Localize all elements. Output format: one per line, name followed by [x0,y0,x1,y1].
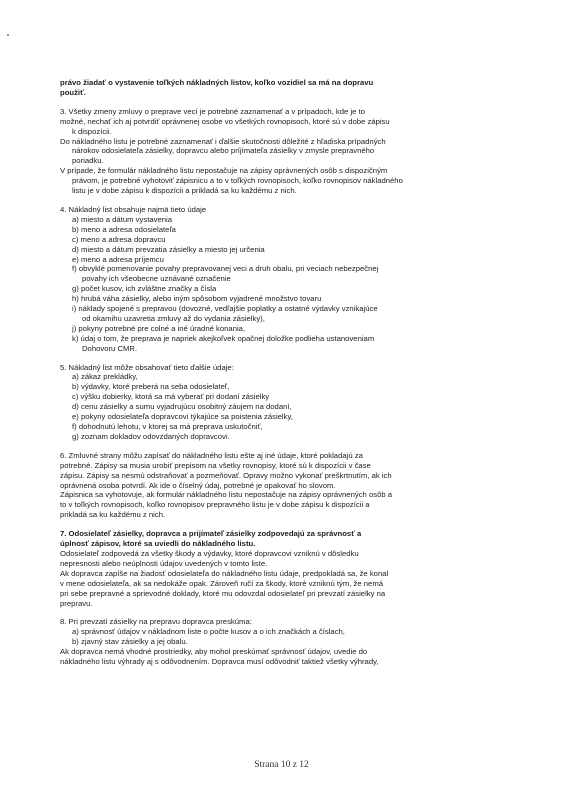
paragraph-line: prepravu. [60,598,93,608]
list-item: povahy ich všeobecne uznávané označenie [82,274,231,284]
page-number: Strana 10 z 12 [254,760,309,770]
paragraph-line: oprávnená osoba potvrdí. Ak ide o číselný údaj, potrebné je opakovať ho slovom. [60,480,336,490]
list-item: j) pokyny potrebné pre colné a iné úradné konania, [72,323,246,333]
list-item: c) výšku dobierky, ktorá sa má vyberať pri dodaní zásielky [72,392,270,402]
section-4 [60,205,516,354]
section-6 [60,451,516,520]
paragraph-line: nákladného listu výhrady aj s odôvodnením. Dopravca musí odôvodniť taktiež všetky výhrady, [60,657,379,667]
intro-line: právo žiadať o vystavenie toľkých nákladných listov, koľko vozidiel sa má na dopravu [60,78,374,87]
document-body [60,78,516,667]
paragraph-line: 6. Zmluvné strany môžu zapísať do nákladného listu ešte aj iné údaje, ktoré pokladajú za [60,450,363,460]
list-item: Dohovoru CMR. [82,343,138,353]
paragraph-line: 3. Všetky zmeny zmluvy o preprave vecí je potrebné zaznamenať a v prípadoch, kde je to [60,106,365,116]
paragraph-line: Ak dopravca zapíše na žiadosť odosielateľa do nákladného listu údaje, predpokladá sa, že konal [60,568,389,578]
paragraph-line: Odosielateľ zodpovedá za všetky škody a výdavky, ktoré dopravcovi vzniknú v dôsledku [60,548,359,558]
paragraph-line: k dispozícii. [72,126,112,136]
list-item: b) výdavky, ktoré preberá na seba odosielateľ, [72,382,230,392]
paragraph-line: Do nákladného listu je potrebné zaznamenať i ďalšie skutočnosti dôležité z hľadiska prípadných [60,136,386,146]
list-item: g) počet kusov, ich zvláštne značky a čísla [72,284,217,294]
list-item: a) zákaz prekládky, [72,372,138,382]
list-item: od okamihu uzavretia zmluvy až do vydania zásielky), [82,313,265,323]
section-8 [60,617,516,667]
section-heading: 5. Nákladný list môže obsahovať tieto ďalšie údaje: [60,362,234,372]
section-heading: 8. Pri prevzatí zásielky na prepravu dopravca preskúma: [60,617,252,627]
list-item: i) náklady spojené s prepravou (dovozné, vedľajšie poplatky a ostatné výdavky vznikajúce [72,304,378,314]
list-item: f) obvyklé pomenovanie povahy prepravovanej veci a druh obalu, pri veciach nebezpečnej [72,264,379,274]
list-item: g) zoznam dokladov odovzdaných dopravcovi. [72,431,230,441]
paragraph-line: listu je v dobe zápisu k dispozícii a prikladá sa ku každému z nich. [72,186,297,196]
paragraph-line: V prípade, že formulár nákladného listu nepostačuje na zápisy oprávnených osôb s dispozičným [60,166,388,176]
paragraph-line: pri sebe prepravné a sprievodné doklady, ktoré mu odovzdal odosielateľ pri prevzatí zásielky na [60,588,386,598]
paragraph-line: v mene odosielateľa, ak sa nedokáže opak. Zároveň ručí za škody, ktoré vzniknú tým, že nemá [60,578,384,588]
paragraph-line: to v toľkých rovnopisoch, koľko rovnopisov prepravného listu je v dobe zápisu k dispozícii a [60,500,370,510]
list-item: b) meno a adresa odosielateľa [72,224,176,234]
section-5 [60,363,516,442]
list-item: a) miesto a dátum vystavenia [72,214,172,224]
paragraph-line: možné, nechať ich aj potvrdiť oprávnenej osobe vo všetkých rovnopisoch, ktoré sú v dobe zápisu [60,116,390,126]
paragraph-line: nepresnosti alebo neúplnosti údajov uvedených v tomto liste. [60,558,268,568]
paragraph-line: potrebné. Zápisy sa musia urobiť prepisom na všetky rovnopisy, ktoré sú k dispozícii v čase [60,460,371,470]
section-heading: úplnosť zápisov, ktoré sa uviedli do nákladného listu. [60,539,256,549]
paragraph-line: právom, je potrebné vyhotoviť zápisnicu a to v toľkých rovnopisoch, koľko rovnopisov nákladného [72,176,403,186]
paragraph-line: nárokov odosielateľa zásielky, dopravcu alebo príjímateľa zásielky v zmysle prepravného [72,146,375,156]
intro-line: použiť. [60,87,86,97]
list-item: k) údaj o tom, že preprava je napriek akejkoľvek opačnej doložke podlieha ustanoveniam [72,333,375,343]
paragraph-line: poriadku. [72,156,104,166]
list-item: c) meno a adresa dopravcu [72,234,166,244]
paragraph-line: prikladá sa ku každému z nich. [60,510,166,520]
list-item: b) zjavný stav zásielky a jej obalu. [72,637,188,647]
section-heading: 4. Nákladný list obsahuje najmä tieto údaje [60,204,207,214]
list-item: e) meno a adresa príjemcu [72,254,164,264]
list-item: d) miesto a dátum prevzatia zásielky a miesto jej určenia [72,244,265,254]
list-item: d) cenu zásielky a sumu vyjadrujúcu osobitný záujem na dodaní, [72,402,292,412]
paragraph-line: zápisu. Zápisy sa nesmú odstraňovať a pozmeňovať. Opravy možno vykonať preškrtnutím, ak ich [60,470,392,480]
section-3 [60,107,516,196]
paragraph-line: Zápisnica sa vyhotovuje, ak formulár nákladného listu nepostačuje na zápisy oprávnených osôb a [60,490,393,500]
section-7 [60,529,516,608]
list-item: f) dohodnutú lehotu, v ktorej sa má preprava uskutočniť, [72,422,263,431]
list-item: e) pokyny odosielateľa dopravcovi týkajúce sa poistenia zásielky, [72,412,293,422]
list-item: h) hrubá váha zásielky, alebo iným spôsobom vyjadrené množstvo tovaru [72,294,322,304]
scan-mark [7,34,9,36]
paragraph-line: Ak dopravca nemá vhodné prostriedky, aby mohol preskúmať správnosť údajov, uvedie do [60,647,368,657]
list-item: a) správnosť údajov v nákladnom liste o počte kusov a o ich značkách a číslach, [72,627,345,637]
section-heading: 7. Odosielateľ zásielky, dopravca a prijímateľ zásielky zodpovedajú za správnosť a [60,529,362,539]
